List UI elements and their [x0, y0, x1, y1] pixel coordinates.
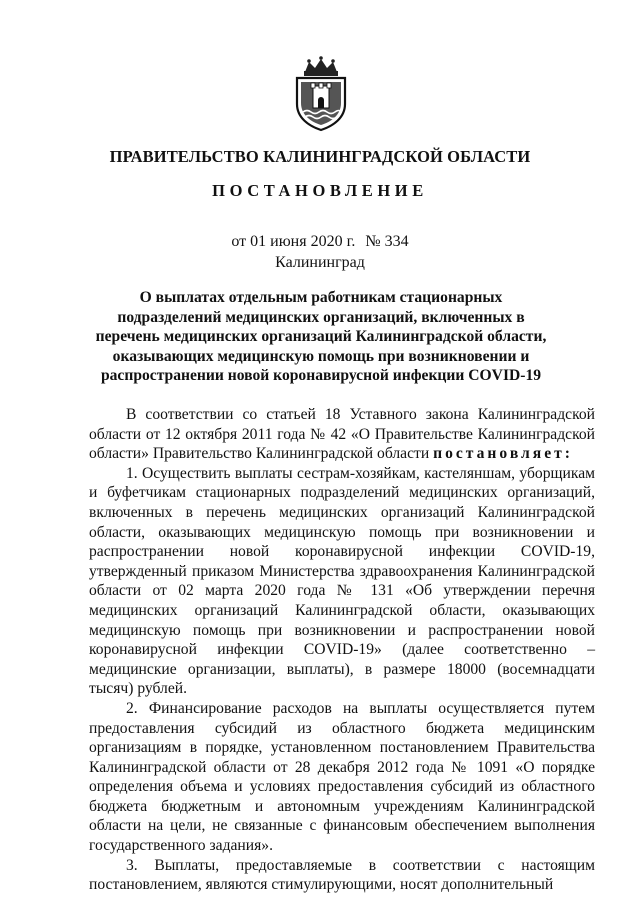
document-type-title: ПОСТАНОВЛЕНИЕ — [212, 181, 428, 200]
paragraph-2: 2. Финансирование расходов на выплаты осуществляется путем предоставления субсидий из областного бюджета медицинским организациям в порядке, установленном постановлением Правительства Калининградской области от 28 декабря 2012 года № 1091 «О порядке определения объема и условиях предоставления субсидий из областного бюджета бюджетным и автономным учреждениям Калининградской области на цели, не связанные с финансовым обеспечением выполнения государственного задания». — [89, 699, 595, 855]
document-subject: О выплатах отдельным работникам стационарных подразделений медицинских организаций, включенных в перечень медицинских организаций Калининградской области, оказывающих медицинскую помощь при возникновении и распространении новой коронавирусной инфекции COVID-19 — [95, 289, 547, 385]
document-date: от 01 июня 2020 г. — [231, 233, 356, 250]
paragraph-1: 1. Осуществить выплаты сестрам-хозяйкам, кастеляншам, уборщикам и буфетчикам стационарных подразделений медицинских организаций, включенных в перечень медицинских организаций Калининградской области, оказывающих медицинскую помощь при возникновении и распространении новой коронавирусной инфекции COVID-19, утвержденный приказом Министерства здравоохранения Калининградской области от 02 марта 2020 года № 131 «Об утверждении перечня медицинских организаций Калининградской области, оказывающих медицинскую помощь при возникновении и распространении новой коронавирусной инфекции COVID-19» (далее соответственно – медицинские организации, выплаты), в размере 18000 (восемнадцати тысяч) рублей. — [89, 464, 595, 698]
government-title: ПРАВИТЕЛЬСТВО КАЛИНИНГРАДСКОЙ ОБЛАСТИ — [109, 147, 531, 166]
paragraph-3: 3. Выплаты, предоставляемые в соответствии с настоящим постановлением, являются стимулирующими, носят дополнительный — [89, 856, 595, 894]
coat-of-arms-icon — [291, 56, 351, 132]
document-number: № 334 — [365, 233, 409, 250]
paragraph-intro: В соответствии со статьей 18 Уставного закона Калининградской области от 12 октября 2011 года № 42 «О Правительстве Калининградской области» Правительство Калининградской области постановляет: — [89, 406, 595, 463]
decree-word: постановляет: — [433, 445, 573, 463]
document-city: Калининград — [275, 254, 365, 271]
document-body — [89, 405, 595, 895]
date-number-line — [0, 233, 640, 251]
